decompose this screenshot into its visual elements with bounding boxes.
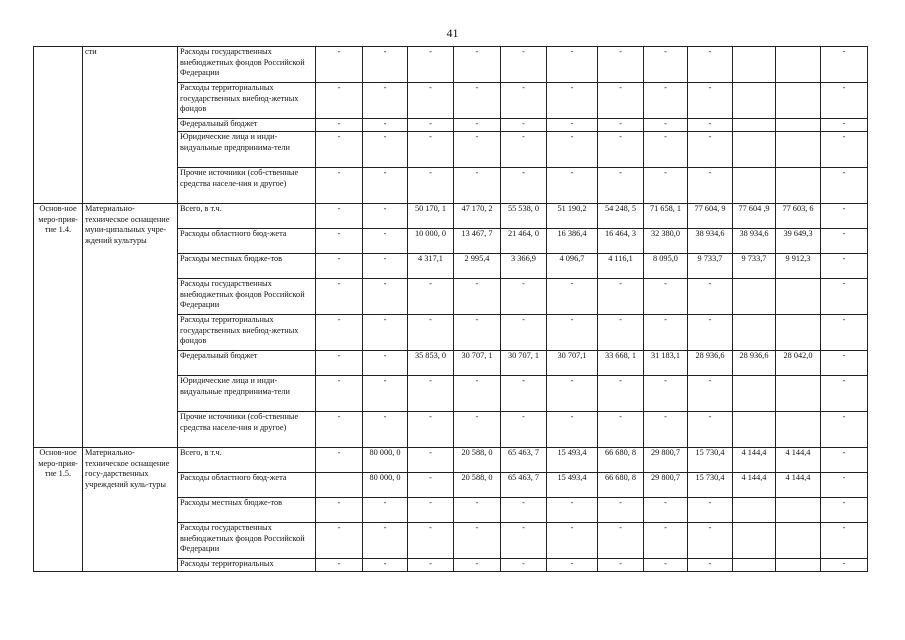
value-cell: - — [821, 119, 868, 132]
value-cell: - — [644, 119, 688, 132]
value-cell: - — [598, 132, 644, 168]
value-cell: - — [644, 315, 688, 351]
funding-source-cell: Прочие источники (соб-ственные средства населе-ния и другое) — [178, 168, 316, 204]
value-cell: - — [644, 376, 688, 412]
value-cell: - — [598, 83, 644, 119]
event-name-cell: Материально-техническое оснащение муни-ципальных учре-ждений культуры — [83, 204, 178, 448]
value-cell: - — [598, 315, 644, 351]
value-cell: - — [821, 473, 868, 498]
value-cell: - — [547, 279, 598, 315]
value-cell: - — [547, 168, 598, 204]
value-cell: - — [644, 132, 688, 168]
value-cell: - — [408, 132, 454, 168]
value-cell: - — [408, 168, 454, 204]
value-cell: - — [316, 498, 363, 523]
value-cell: - — [501, 168, 547, 204]
value-cell: - — [547, 498, 598, 523]
value-cell: - — [598, 47, 644, 83]
event-name-cell: Материально-техническое оснащение госу-дарственных учреждений куль-туры — [83, 448, 178, 572]
value-cell: - — [821, 83, 868, 119]
value-cell: 30 707, 1 — [454, 351, 501, 376]
value-cell — [733, 83, 776, 119]
value-cell: 8 095,0 — [644, 254, 688, 279]
value-cell: 20 588, 0 — [454, 448, 501, 473]
value-cell — [316, 473, 363, 498]
value-cell: - — [363, 119, 408, 132]
value-cell: 9 733,7 — [688, 254, 733, 279]
funding-source-cell: Всего, в т.ч. — [178, 204, 316, 229]
value-cell: - — [598, 279, 644, 315]
value-cell: - — [363, 376, 408, 412]
value-cell: - — [598, 376, 644, 412]
value-cell: - — [547, 47, 598, 83]
value-cell: - — [408, 279, 454, 315]
value-cell: 10 000, 0 — [408, 229, 454, 254]
value-cell: - — [644, 498, 688, 523]
value-cell: 29 800,7 — [644, 448, 688, 473]
value-cell: - — [688, 376, 733, 412]
value-cell: 38 934,6 — [733, 229, 776, 254]
value-cell: 13 467, 7 — [454, 229, 501, 254]
value-cell: 15 730,4 — [688, 473, 733, 498]
value-cell: - — [316, 523, 363, 559]
budget-table-body — [34, 47, 868, 572]
value-cell: 4 144,4 — [776, 473, 821, 498]
value-cell: 9 733,7 — [733, 254, 776, 279]
value-cell: - — [408, 412, 454, 448]
value-cell: 80 000, 0 — [363, 448, 408, 473]
value-cell: 32 380,0 — [644, 229, 688, 254]
funding-source-cell: Расходы государственных внебюджетных фондов Российской Федерации — [178, 279, 316, 315]
funding-source-cell: Юридические лица и инди-видуальные предпринима-тели — [178, 132, 316, 168]
value-cell: - — [598, 498, 644, 523]
value-cell: - — [688, 315, 733, 351]
value-cell: 4 116,1 — [598, 254, 644, 279]
value-cell — [776, 132, 821, 168]
funding-source-cell: Прочие источники (соб-ственные средства населе-ния и другое) — [178, 412, 316, 448]
value-cell: 4 144,4 — [776, 448, 821, 473]
value-cell: 39 649,3 — [776, 229, 821, 254]
value-cell: - — [363, 559, 408, 572]
value-cell: - — [363, 351, 408, 376]
value-cell: - — [363, 229, 408, 254]
value-cell: - — [363, 132, 408, 168]
value-cell: - — [454, 523, 501, 559]
value-cell: - — [598, 412, 644, 448]
value-cell — [733, 279, 776, 315]
value-cell: - — [821, 351, 868, 376]
value-cell: - — [688, 132, 733, 168]
value-cell: - — [501, 132, 547, 168]
value-cell: - — [408, 315, 454, 351]
value-cell: - — [454, 315, 501, 351]
value-cell: - — [363, 315, 408, 351]
value-cell: - — [316, 132, 363, 168]
value-cell: 38 934,6 — [688, 229, 733, 254]
value-cell — [776, 119, 821, 132]
value-cell: - — [644, 83, 688, 119]
value-cell: - — [316, 168, 363, 204]
value-cell — [733, 498, 776, 523]
value-cell: 29 800,7 — [644, 473, 688, 498]
value-cell: - — [821, 376, 868, 412]
value-cell: 30 707, 1 — [501, 351, 547, 376]
value-cell: 28 042,0 — [776, 351, 821, 376]
value-cell: - — [644, 279, 688, 315]
value-cell: 33 668, 1 — [598, 351, 644, 376]
value-cell: - — [501, 412, 547, 448]
funding-source-cell: Юридические лица и инди-видуальные предпринима-тели — [178, 376, 316, 412]
value-cell: 66 680, 8 — [598, 473, 644, 498]
value-cell: - — [821, 168, 868, 204]
value-cell: 54 248, 5 — [598, 204, 644, 229]
value-cell: - — [821, 498, 868, 523]
value-cell: 16 464, 3 — [598, 229, 644, 254]
table-row — [34, 448, 868, 473]
value-cell: - — [644, 47, 688, 83]
value-cell: 77 604, 9 — [688, 204, 733, 229]
value-cell: - — [644, 412, 688, 448]
value-cell: 4 144,4 — [733, 448, 776, 473]
value-cell: - — [408, 83, 454, 119]
value-cell: 77 603, 6 — [776, 204, 821, 229]
funding-source-cell: Расходы областного бюд-жета — [178, 229, 316, 254]
value-cell: - — [688, 83, 733, 119]
value-cell: - — [316, 376, 363, 412]
value-cell: - — [688, 168, 733, 204]
value-cell: 66 680, 8 — [598, 448, 644, 473]
value-cell: - — [408, 119, 454, 132]
value-cell — [733, 168, 776, 204]
value-cell: - — [644, 523, 688, 559]
value-cell — [776, 523, 821, 559]
value-cell: 20 588, 0 — [454, 473, 501, 498]
value-cell: - — [454, 559, 501, 572]
funding-source-cell: Федеральный бюджет — [178, 351, 316, 376]
value-cell: - — [316, 412, 363, 448]
value-cell: - — [454, 168, 501, 204]
value-cell: - — [454, 132, 501, 168]
value-cell: - — [454, 498, 501, 523]
value-cell: - — [644, 559, 688, 572]
value-cell: - — [363, 412, 408, 448]
value-cell: - — [363, 168, 408, 204]
value-cell: - — [316, 204, 363, 229]
value-cell: - — [363, 279, 408, 315]
value-cell: - — [363, 523, 408, 559]
value-cell: - — [501, 315, 547, 351]
value-cell — [776, 376, 821, 412]
value-cell: - — [408, 473, 454, 498]
value-cell: 4 096,7 — [547, 254, 598, 279]
value-cell: - — [316, 559, 363, 572]
value-cell: - — [688, 523, 733, 559]
value-cell — [733, 132, 776, 168]
value-cell — [776, 315, 821, 351]
value-cell: 51 190,2 — [547, 204, 598, 229]
value-cell: - — [316, 254, 363, 279]
value-cell: - — [408, 523, 454, 559]
value-cell: 65 463, 7 — [501, 448, 547, 473]
value-cell: - — [821, 523, 868, 559]
value-cell — [776, 83, 821, 119]
value-cell: - — [688, 119, 733, 132]
funding-source-cell: Расходы территориальных государственных внебюд-жетных фондов — [178, 83, 316, 119]
value-cell — [733, 376, 776, 412]
value-cell: - — [644, 168, 688, 204]
value-cell: - — [821, 229, 868, 254]
value-cell: - — [454, 412, 501, 448]
value-cell: - — [501, 279, 547, 315]
value-cell: - — [454, 279, 501, 315]
value-cell: - — [363, 254, 408, 279]
value-cell: - — [688, 412, 733, 448]
value-cell: - — [501, 498, 547, 523]
value-cell: - — [454, 376, 501, 412]
value-cell: 55 538, 0 — [501, 204, 547, 229]
value-cell: - — [408, 376, 454, 412]
value-cell: - — [821, 132, 868, 168]
value-cell — [733, 47, 776, 83]
value-cell: 47 170, 2 — [454, 204, 501, 229]
value-cell: 4 317,1 — [408, 254, 454, 279]
value-cell: - — [363, 47, 408, 83]
table-row — [34, 47, 868, 83]
value-cell: - — [408, 448, 454, 473]
budget-table — [33, 46, 868, 572]
value-cell — [776, 168, 821, 204]
value-cell: - — [501, 523, 547, 559]
value-cell — [733, 523, 776, 559]
value-cell: - — [547, 315, 598, 351]
funding-source-cell: Всего, в т.ч. — [178, 448, 316, 473]
value-cell: - — [316, 47, 363, 83]
value-cell: - — [316, 83, 363, 119]
value-cell: 2 995,4 — [454, 254, 501, 279]
value-cell: - — [316, 448, 363, 473]
value-cell: - — [821, 204, 868, 229]
value-cell: - — [454, 119, 501, 132]
value-cell: - — [316, 351, 363, 376]
value-cell: - — [688, 47, 733, 83]
value-cell: - — [547, 376, 598, 412]
funding-source-cell: Расходы местных бюдже-тов — [178, 254, 316, 279]
value-cell: 9 912,3 — [776, 254, 821, 279]
value-cell: - — [316, 119, 363, 132]
value-cell: - — [688, 559, 733, 572]
value-cell: - — [501, 83, 547, 119]
value-cell: 3 366,9 — [501, 254, 547, 279]
value-cell: 15 493,4 — [547, 473, 598, 498]
funding-source-cell: Расходы территориальных государственных внебюд-жетных фондов — [178, 315, 316, 351]
value-cell: - — [454, 83, 501, 119]
value-cell: 15 493,4 — [547, 448, 598, 473]
event-number-cell — [34, 47, 83, 204]
value-cell: - — [547, 132, 598, 168]
value-cell: 65 463, 7 — [501, 473, 547, 498]
value-cell: - — [547, 83, 598, 119]
value-cell: 80 000, 0 — [363, 473, 408, 498]
value-cell — [776, 47, 821, 83]
value-cell: - — [821, 47, 868, 83]
value-cell: - — [821, 315, 868, 351]
value-cell: - — [363, 83, 408, 119]
value-cell — [776, 559, 821, 572]
value-cell — [733, 412, 776, 448]
event-number-cell: Основ-ное меро-прия-тие 1.4. — [34, 204, 83, 448]
page-number: 41 — [446, 26, 459, 40]
value-cell: 30 707,1 — [547, 351, 598, 376]
value-cell: - — [821, 412, 868, 448]
value-cell: - — [821, 448, 868, 473]
value-cell — [733, 315, 776, 351]
value-cell: - — [688, 279, 733, 315]
funding-source-cell: Расходы территориальных — [178, 559, 316, 572]
value-cell — [733, 119, 776, 132]
value-cell: - — [547, 119, 598, 132]
value-cell: - — [598, 119, 644, 132]
value-cell: 71 658, 1 — [644, 204, 688, 229]
value-cell: - — [598, 559, 644, 572]
value-cell: - — [547, 412, 598, 448]
value-cell: 50 170, 1 — [408, 204, 454, 229]
value-cell: - — [316, 315, 363, 351]
value-cell: 16 386,4 — [547, 229, 598, 254]
funding-source-cell: Расходы государственных внебюджетных фондов Российской Федерации — [178, 523, 316, 559]
value-cell: 28 936,6 — [688, 351, 733, 376]
value-cell: 35 853, 0 — [408, 351, 454, 376]
value-cell: 28 936,6 — [733, 351, 776, 376]
value-cell: - — [598, 168, 644, 204]
value-cell: 4 144,4 — [733, 473, 776, 498]
value-cell: - — [821, 559, 868, 572]
funding-source-cell: Расходы местных бюдже-тов — [178, 498, 316, 523]
value-cell: 31 183,1 — [644, 351, 688, 376]
value-cell: - — [501, 559, 547, 572]
value-cell: - — [408, 559, 454, 572]
value-cell — [776, 279, 821, 315]
value-cell — [776, 498, 821, 523]
value-cell: 21 464, 0 — [501, 229, 547, 254]
funding-source-cell: Расходы государственных внебюджетных фондов Российской Федерации — [178, 47, 316, 83]
value-cell — [733, 559, 776, 572]
value-cell: - — [454, 47, 501, 83]
event-name-cell: сти — [83, 47, 178, 204]
funding-source-cell: Расходы областного бюд-жета — [178, 473, 316, 498]
value-cell: - — [501, 376, 547, 412]
value-cell: - — [316, 229, 363, 254]
value-cell: - — [363, 498, 408, 523]
value-cell: - — [363, 204, 408, 229]
value-cell: - — [316, 279, 363, 315]
value-cell: - — [408, 47, 454, 83]
value-cell: - — [598, 523, 644, 559]
value-cell: - — [821, 254, 868, 279]
value-cell — [776, 412, 821, 448]
value-cell: - — [408, 498, 454, 523]
value-cell: - — [821, 279, 868, 315]
value-cell: 77 604 ,9 — [733, 204, 776, 229]
value-cell: - — [501, 47, 547, 83]
event-number-cell: Основ-ное меро-прия-тие 1.5. — [34, 448, 83, 572]
value-cell: - — [547, 559, 598, 572]
table-row — [34, 204, 868, 229]
value-cell: - — [688, 498, 733, 523]
value-cell: - — [501, 119, 547, 132]
value-cell: 15 730,4 — [688, 448, 733, 473]
value-cell: - — [547, 523, 598, 559]
funding-source-cell: Федеральный бюджет — [178, 119, 316, 132]
